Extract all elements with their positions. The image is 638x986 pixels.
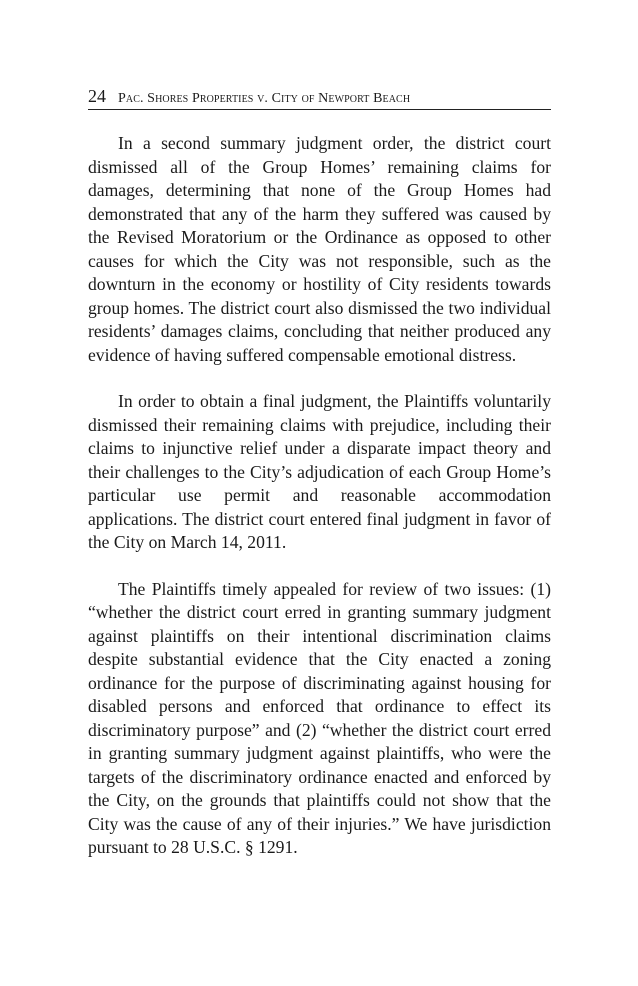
- page-number: 24: [88, 86, 106, 106]
- paragraph: The Plaintiffs timely appealed for review of two issues: (1) “whether the district court erred in granting summary judgment against plaintiffs on their intentional discrimination claims despite substantial evidence that the City enacted a zoning ordinance for the purpose of discriminating against housing for disabled persons and enforced that ordinance to effect its discriminatory purpose” and (2) “whether the district court erred in granting summary judgment against plaintiffs, who were the targets of the discriminatory ordinance enacted and enforced by the City, on the grounds that plaintiffs could not show that the City was the cause of any of their injuries.” We have jurisdiction pursuant to 28 U.S.C. § 1291.: [88, 578, 551, 857]
- body-text: [88, 132, 551, 860]
- document-page: [88, 86, 551, 883]
- case-title: Pac. Shores Properties v. City of Newport Beach: [118, 91, 411, 106]
- paragraph: In order to obtain a final judgment, the Plaintiffs voluntarily dismissed their remaining claims with prejudice, including their claims to injunctive relief under a disparate impact theory and their challenges to the City’s adjudication of each Group Home’s particular use permit and reasonable accommodation applications. The district court entered final judgment in favor of the City on March 14, 2011.: [88, 391, 551, 552]
- running-head: [88, 86, 551, 110]
- paragraph: In a second summary judgment order, the district court dismissed all of the Group Homes’ remaining claims for damages, determining that none of the Group Homes had demonstrated that any of the harm they suffered was caused by the Revised Moratorium or the Ordinance as opposed to other causes for which the City was not responsible, such as the downturn in the economy or hostility of City residents towards group homes. The district court also dismissed the two individual residents’ damages claims, concluding that neither produced any evidence of having suffered compensable emotional distress.: [88, 133, 551, 365]
